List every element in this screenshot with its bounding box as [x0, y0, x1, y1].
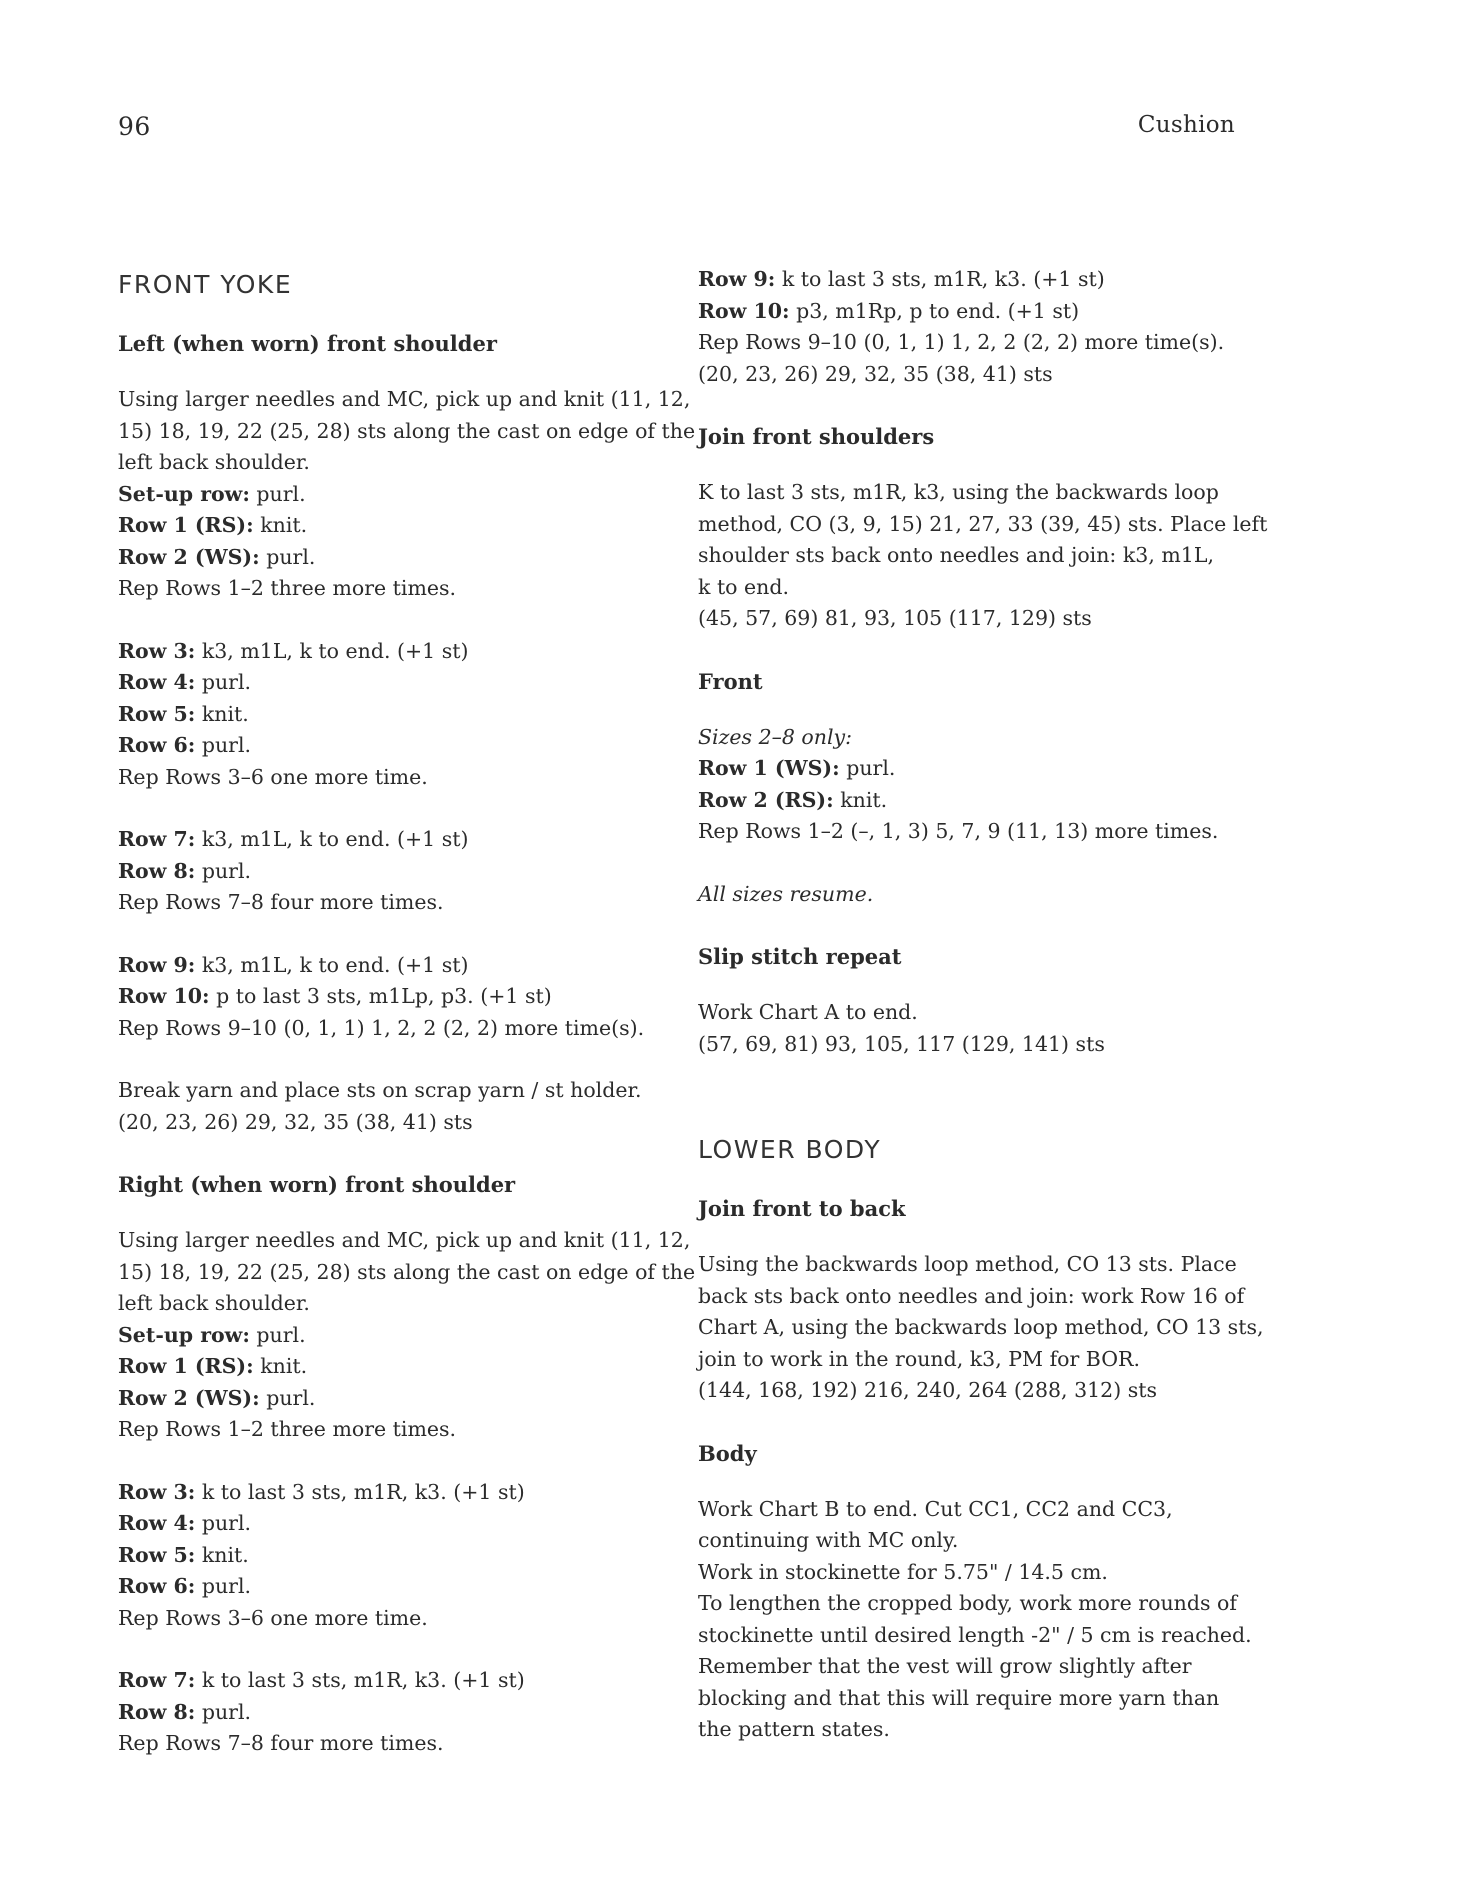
text-line	[698, 785, 1258, 817]
row-label: Row 4:	[118, 1511, 196, 1535]
text-line	[118, 573, 678, 605]
row-label: Row 8:	[118, 858, 196, 883]
row-text: Rep Rows 9–10 (0, 1, 1) 1, 2, 2 (2, 2) more time(s).	[118, 1015, 645, 1040]
row-label: Row 5:	[118, 1542, 196, 1567]
text-line	[698, 477, 1258, 509]
text-line	[118, 1320, 678, 1352]
row-text: k to last 3 sts, m1R, k3. (+1 st)	[195, 1479, 525, 1504]
paragraph	[118, 950, 678, 1045]
row-text: 15) 18, 19, 22 (25, 28) sts along the cast on edge of the	[118, 1259, 696, 1284]
text-line	[118, 1225, 691, 1257]
text-line	[118, 447, 678, 479]
text-line	[698, 1312, 1264, 1344]
row-label: Row 1 (WS):	[698, 756, 840, 780]
section-title-lower-body: LOWER BODY	[698, 1135, 882, 1164]
text-line	[118, 887, 678, 919]
row-text: k to end.	[698, 574, 790, 599]
subhead-right-front-shoulder: Right (when worn) front shoulder	[118, 1172, 516, 1197]
section-title-front-yoke: FRONT YOKE	[118, 270, 293, 299]
row-text: k3, m1L, k to end. (+1 st)	[195, 638, 469, 663]
text-line	[118, 1351, 678, 1383]
text-line	[118, 384, 691, 416]
row-text: purl.	[249, 1322, 306, 1347]
row-text: knit.	[195, 1542, 249, 1567]
row-label: Row 7:	[118, 827, 196, 851]
row-text: Rep Rows 9–10 (0, 1, 1) 1, 2, 2 (2, 2) more time(s).	[698, 330, 1225, 354]
row-label: Row 9:	[118, 952, 196, 977]
row-text: Rep Rows 7–8 four more times.	[118, 890, 444, 914]
row-text: knit.	[195, 701, 249, 726]
row-text: To lengthen the cropped body, work more rounds of	[698, 1591, 1237, 1615]
paragraph	[118, 1665, 678, 1760]
text-line	[118, 479, 678, 511]
text-line	[698, 327, 1258, 359]
text-line	[698, 1557, 1258, 1589]
subhead-join-front-shoulders: Join front shoulders	[698, 424, 935, 449]
row-text: Rep Rows 1–2 (–, 1, 3) 5, 7, 9 (11, 13) more times.	[698, 819, 1219, 843]
row-label: Row 3:	[118, 638, 196, 663]
text-line	[118, 416, 696, 448]
text-line	[118, 1288, 678, 1320]
row-text: Rep Rows 3–6 one more time.	[118, 1605, 428, 1630]
paragraph	[698, 722, 1258, 848]
row-label: Row 6:	[118, 733, 196, 757]
text-line	[698, 997, 1258, 1029]
row-label: Row 4:	[118, 670, 196, 694]
row-label: Row 1 (RS):	[118, 1354, 254, 1378]
text-line	[118, 1665, 678, 1697]
spacer	[698, 1091, 1258, 1129]
row-text: purl.	[259, 1385, 316, 1410]
text-line	[118, 1477, 678, 1509]
row-text: knit.	[253, 513, 308, 537]
row-text: purl.	[259, 544, 316, 569]
text-line	[698, 1375, 1258, 1407]
paragraph	[698, 1494, 1258, 1746]
text-line	[698, 264, 1258, 296]
row-text: Using larger needles and MC, pick up and knit (11, 12,	[118, 1228, 691, 1252]
paragraph	[698, 997, 1258, 1060]
row-text: (20, 23, 26) 29, 32, 35 (38, 41) sts	[118, 1109, 473, 1134]
paragraph	[118, 1477, 678, 1635]
subhead-body: Body	[698, 1440, 757, 1466]
row-text: p to last 3 sts, m1Lp, p3. (+1 st)	[209, 984, 552, 1008]
row-label: Row 3:	[118, 1479, 196, 1504]
paragraph-lines	[698, 753, 1258, 848]
text-line	[118, 1508, 678, 1540]
row-text: k3, m1L, k to end. (+1 st)	[195, 827, 469, 851]
text-line	[118, 1383, 678, 1415]
row-label: Row 7:	[118, 1668, 196, 1692]
text-line	[698, 572, 1258, 604]
row-text: Chart A, using the backwards loop method, CO 13 sts,	[698, 1315, 1264, 1339]
row-text: Using the backwards loop method, CO 13 sts. Place	[698, 1252, 1237, 1276]
row-text: purl.	[195, 733, 252, 757]
row-text: Work Chart A to end.	[698, 1000, 918, 1024]
subhead-left-front-shoulder: Left (when worn) front shoulder	[118, 331, 497, 356]
text-line	[118, 1013, 678, 1045]
row-text: join to work in the round, k3, PM for BOR.	[698, 1346, 1141, 1371]
row-text: Using larger needles and MC, pick up and knit (11, 12,	[118, 387, 691, 411]
row-text: (57, 69, 81) 93, 105, 117 (129, 141) sts	[698, 1031, 1105, 1056]
row-text: (20, 23, 26) 29, 32, 35 (38, 41) sts	[698, 361, 1053, 386]
paragraph	[698, 879, 1258, 911]
row-text: the pattern states.	[698, 1717, 890, 1741]
all-sizes-note: All sizes resume.	[698, 881, 874, 906]
text-line	[698, 1344, 1258, 1376]
row-text: left back shoulder.	[118, 450, 310, 474]
text-line	[698, 540, 1258, 572]
text-line	[698, 359, 1258, 391]
text-line	[698, 603, 1258, 635]
row-text: stockinette until desired length -2" / 5 cm is reached.	[698, 1622, 1252, 1647]
text-line	[118, 824, 678, 856]
row-label: Row 2 (RS):	[698, 787, 834, 812]
row-text: k to last 3 sts, m1R, k3. (+1 st)	[775, 267, 1105, 291]
page-number: 96	[118, 112, 151, 141]
paragraph	[118, 636, 678, 794]
row-text: K to last 3 sts, m1R, k3, using the backwards loop	[698, 480, 1219, 504]
text-line	[118, 1075, 678, 1107]
subhead-slip-stitch-repeat: Slip stitch repeat	[698, 944, 902, 969]
row-text: k to last 3 sts, m1R, k3. (+1 st)	[195, 1668, 525, 1692]
running-head: Cushion	[1137, 112, 1235, 138]
row-text: (45, 57, 69) 81, 93, 105 (117, 129) sts	[698, 606, 1092, 630]
text-line	[118, 981, 678, 1013]
row-label: Row 5:	[118, 701, 196, 726]
left-column	[118, 264, 696, 1791]
text-line	[698, 753, 1258, 785]
text-line	[698, 1714, 1258, 1746]
text-line	[118, 542, 678, 574]
right-column	[698, 264, 1268, 1777]
row-text: Rep Rows 3–6 one more time.	[118, 764, 428, 789]
row-text: shoulder sts back onto needles and join: k3, m1L,	[698, 543, 1214, 567]
row-label: Row 2 (WS):	[118, 544, 260, 569]
row-text: Work in stockinette for 5.75" / 14.5 cm.	[698, 1559, 1108, 1584]
row-text: (144, 168, 192) 216, 240, 264 (288, 312) sts	[698, 1378, 1158, 1402]
row-text: p3, m1Rp, p to end. (+1 st)	[789, 298, 1080, 323]
text-line	[118, 1540, 678, 1572]
row-text: Break yarn and place sts on scrap yarn / st holder.	[118, 1078, 642, 1102]
subhead-join-front-to-back: Join front to back	[698, 1196, 906, 1221]
text-line	[118, 1414, 678, 1446]
text-line	[118, 856, 678, 888]
paragraph	[118, 824, 678, 919]
text-line	[698, 1525, 1258, 1557]
text-line	[118, 1257, 696, 1289]
row-label: Row 2 (WS):	[118, 1385, 260, 1410]
paragraph	[698, 264, 1258, 390]
text-line	[118, 1107, 678, 1139]
text-line	[698, 1651, 1258, 1683]
text-line	[698, 816, 1258, 848]
paragraph	[118, 1225, 696, 1446]
text-line	[698, 1494, 1258, 1526]
row-text: left back shoulder.	[118, 1291, 310, 1315]
row-text: knit.	[833, 787, 888, 812]
row-text: blocking and that this will require more yarn than	[698, 1685, 1220, 1710]
text-line	[118, 699, 678, 731]
paragraph	[698, 477, 1268, 635]
row-text: Remember that the vest will grow slightly after	[698, 1654, 1192, 1678]
row-text: Work Chart B to end. Cut CC1, CC2 and CC3,	[698, 1496, 1173, 1521]
text-line	[698, 296, 1258, 328]
row-text: 15) 18, 19, 22 (25, 28) sts along the cast on edge of the	[118, 418, 696, 443]
row-text: purl.	[195, 1574, 252, 1598]
text-line	[118, 1603, 678, 1635]
row-text: method, CO (3, 9, 15) 21, 27, 33 (39, 45) sts. Place left	[698, 511, 1268, 536]
text-line	[698, 1683, 1258, 1715]
row-label: Row 8:	[118, 1699, 196, 1724]
text-line	[698, 1281, 1258, 1313]
text-line	[118, 1728, 678, 1760]
row-text: purl.	[195, 670, 252, 694]
text-line	[118, 730, 678, 762]
row-text: Rep Rows 7–8 four more times.	[118, 1731, 444, 1755]
text-line	[118, 950, 678, 982]
row-label: Row 10:	[698, 298, 790, 323]
text-line	[118, 1571, 678, 1603]
text-line	[118, 667, 678, 699]
row-label: Set-up row:	[118, 1322, 250, 1347]
text-line	[698, 1249, 1258, 1281]
row-text: purl.	[195, 1511, 252, 1535]
row-text: Rep Rows 1–2 three more times.	[118, 576, 457, 600]
row-label: Row 10:	[118, 984, 210, 1008]
row-text: purl.	[195, 858, 252, 883]
paragraph	[118, 1075, 678, 1138]
row-label: Row 9:	[698, 267, 776, 291]
row-label: Set-up row:	[118, 481, 250, 506]
text-line	[118, 762, 678, 794]
row-label: Row 1 (RS):	[118, 513, 254, 537]
row-text: purl.	[195, 1699, 252, 1724]
text-line	[698, 1620, 1258, 1652]
text-line	[118, 510, 678, 542]
row-text: k3, m1L, k to end. (+1 st)	[195, 952, 469, 977]
subhead-front: Front	[698, 668, 763, 694]
row-text: knit.	[253, 1354, 308, 1378]
row-text: back sts back onto needles and join: work Row 16 of	[698, 1283, 1245, 1308]
row-label: Row 6:	[118, 1574, 196, 1598]
row-text: Rep Rows 1–2 three more times.	[118, 1417, 457, 1441]
text-line	[118, 636, 678, 668]
text-line	[698, 1029, 1258, 1061]
text-line	[118, 1697, 678, 1729]
paragraph	[118, 384, 696, 605]
row-text: purl.	[839, 756, 896, 780]
sizes-note: Sizes 2–8 only:	[698, 724, 853, 749]
paragraph	[698, 1249, 1264, 1407]
row-text: continuing with MC only.	[698, 1528, 959, 1552]
row-text: purl.	[249, 481, 306, 506]
text-line	[698, 1588, 1258, 1620]
text-line	[698, 509, 1268, 541]
